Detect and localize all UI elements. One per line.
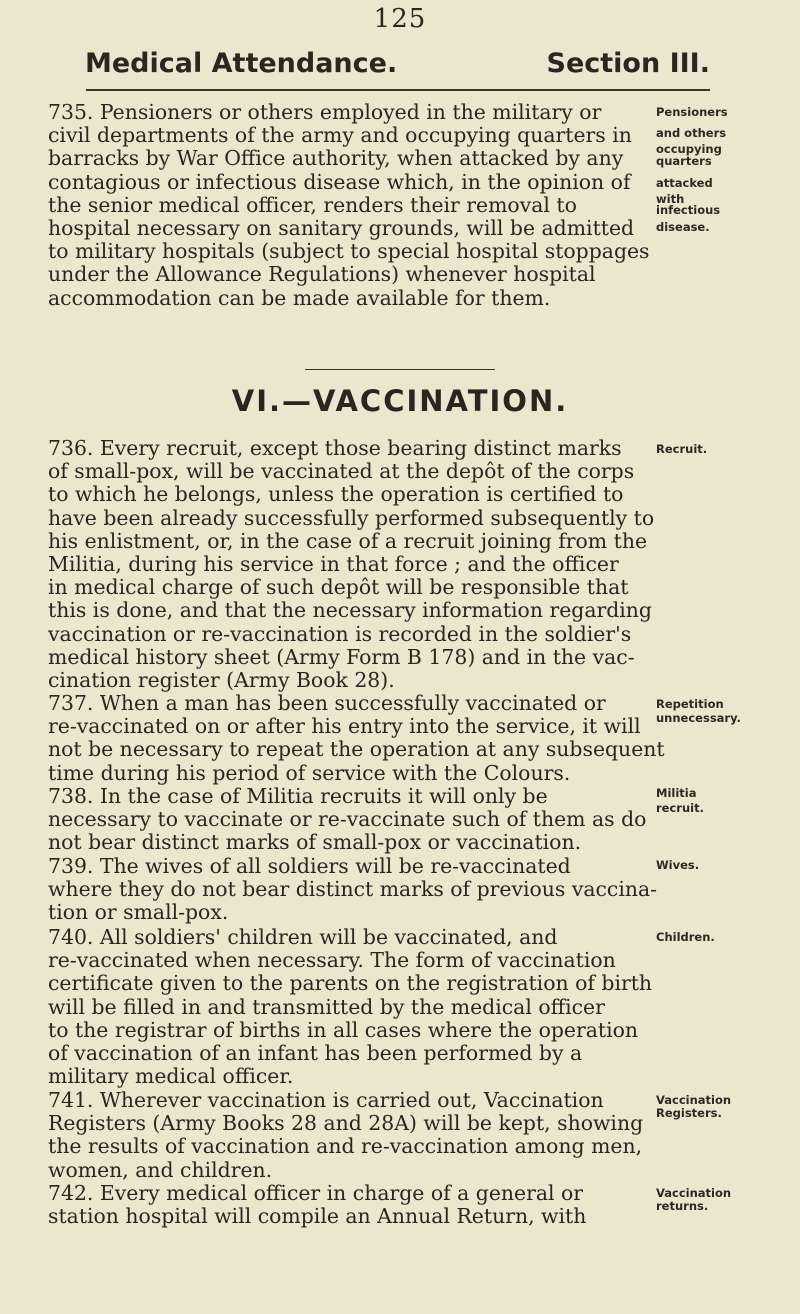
text-line: not be necessary to repeat the operation at any subsequent [48,737,665,762]
text-line: civil departments of the army and occupying quarters in [48,123,632,148]
text-line: tion or small-pox. [48,900,229,925]
text-line: the results of vaccination and re-vaccination among men, [48,1134,643,1159]
paragraph-738 [48,785,792,855]
text-line: women, and children. [48,1157,273,1182]
text-line: military medical officer. [48,1064,294,1089]
text-line: Registers (Army Books 28 and 28A) will be kept, showing [48,1111,644,1136]
text-line: hospital necessary on sanitary grounds, will be admitted [48,215,635,240]
text-line: Militia, during his service in that force ; and the officer [48,551,619,576]
margin-note-registers: Vaccination [656,1093,732,1107]
margin-note-registers: Registers. [656,1106,722,1121]
text-line: where they do not bear distinct marks of previous vaccina- [48,877,658,902]
paragraph-736 [48,437,792,692]
paragraph-741 [48,1089,792,1182]
margin-note: disease. [656,219,710,234]
text-line: cination register (Army Book 28). [48,667,395,692]
margin-note: with [656,191,685,206]
margin-note-returns: returns. [656,1199,709,1214]
text-line: 742. Every medical officer in charge of a general or [48,1181,584,1205]
text-line: re-vaccinated on or after his entry into the service, it will [48,714,641,739]
margin-note: and others [656,126,727,141]
margin-note-wives: Wives. [656,858,700,872]
text-line: will be filled in and transmitted by the medical officer [48,994,605,1019]
margin-note-repetition: unnecessary. [656,711,741,726]
margin-note: quarters [656,154,712,169]
paragraph-740 [48,926,792,1088]
paragraph-739 [48,855,792,925]
margin-note-repetition: Repetition [656,697,724,711]
text-line: to military hospitals (subject to special hospital stoppages [48,239,650,264]
text-line: 738. In the case of Militia recruits it will only be [48,784,548,808]
section-divider [305,369,495,370]
text-line: 739. The wives of all soldiers will be re-vaccinated [48,854,571,878]
text-line: the senior medical officer, renders their removal to [48,192,577,217]
page-number: 125 [373,4,427,34]
text-line: 736. Every recruit, except those bearing distinct marks [48,436,622,460]
text-line: vaccination or re-vaccination is recorded in the soldier's [48,621,632,646]
margin-note: attacked [656,175,713,190]
text-line: this is done, and that the necessary information regarding [48,598,652,623]
running-head-title: Medical Attendance. [85,48,398,79]
margin-note: infectious [656,202,721,217]
text-line: re-vaccinated when necessary. The form of vaccination [48,948,616,973]
header-rule [86,89,710,91]
text-line: not bear distinct marks of small-pox or vaccination. [48,830,582,855]
margin-note-militia: Militia [656,786,697,800]
text-line: necessary to vaccinate or re-vaccinate such of them as do [48,807,647,832]
text-line: 740. All soldiers' children will be vaccinated, and [48,925,558,949]
paragraph-737 [48,692,792,785]
text-line: of vaccination of an infant has been performed by a [48,1040,583,1065]
margin-note-returns: Vaccination [656,1186,732,1200]
text-line: in medical charge of such depôt will be responsible that [48,575,629,600]
text-line: 741. Wherever vaccination is carried out, Vaccination [48,1088,604,1112]
text-line: to which he belongs, unless the operation is certified to [48,482,624,507]
text-line: accommodation can be made available for them. [48,285,551,310]
text-line: have been already successfully performed subsequently to [48,505,655,530]
margin-note-militia: recruit. [656,801,704,816]
text-line: under the Allowance Regulations) whenever hospital [48,262,596,287]
text-line: 735. Pensioners or others employed in the military or [48,100,602,124]
text-line: his enlistment, or, in the case of a recruit joining from the [48,528,648,553]
text-line: barracks by War Office authority, when attacked by any [48,146,624,171]
margin-note-recruit: Recruit. [656,442,708,456]
text-line: time during his period of service with the Colours. [48,760,571,785]
text-line: station hospital will compile an Annual Return, with [48,1204,587,1229]
paragraph-735 [48,101,792,310]
text-line: to the registrar of births in all cases where the operation [48,1017,639,1042]
margin-note-children: Children. [656,930,715,944]
running-head-section: Section III. [546,48,710,79]
text-line: of small-pox, will be vaccinated at the depôt of the corps [48,459,635,484]
section-title: VI.—VACCINATION. [231,384,569,418]
margin-note: occupying [656,142,722,157]
text-line: contagious or infectious disease which, in the opinion of [48,169,631,194]
margin-note: Pensioners [656,105,728,119]
paragraph-742 [48,1182,792,1228]
text-line: medical history sheet (Army Form B 178) and in the vac- [48,644,635,669]
text-line: 737. When a man has been successfully vaccinated or [48,691,606,715]
text-line: certificate given to the parents on the registration of birth [48,971,653,996]
